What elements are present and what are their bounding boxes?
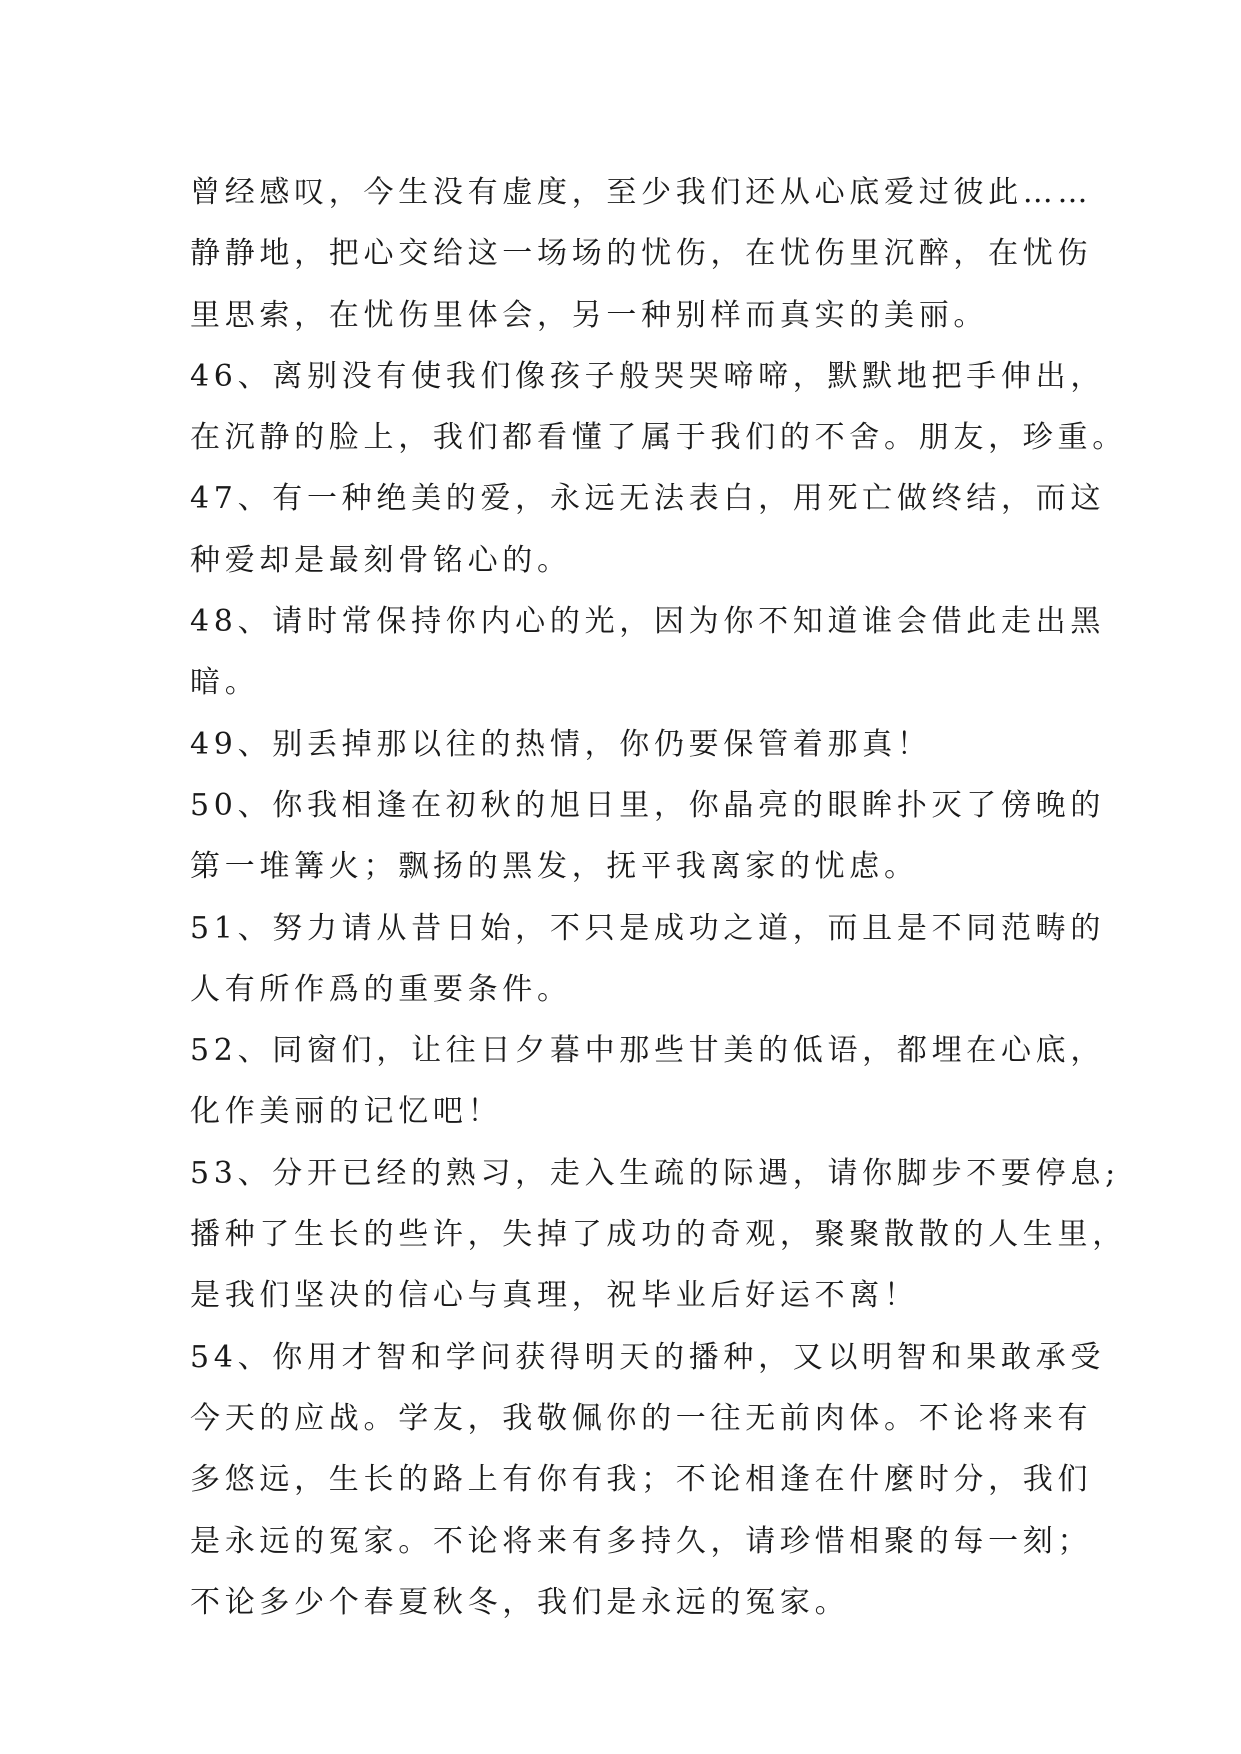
text-line: 52、同窗们，让往日夕暮中那些甘美的低语，都埋在心底，	[190, 1033, 1106, 1069]
text-line: 多悠远，生长的路上有你有我；不论相逢在什麼时分，我们	[190, 1462, 1093, 1498]
text-line: 人有所作爲的重要条件。	[190, 971, 572, 1007]
text-line: 播种了生长的些许，失掉了成功的奇观，聚聚散散的人生里，	[190, 1217, 1127, 1253]
document-body	[190, 162, 1127, 1633]
text-line: 不论多少个春夏秋冬，我们是永远的冤家。	[190, 1584, 850, 1620]
text-line: 46、离别没有使我们像孩子般哭哭啼啼，默默地把手伸出，	[190, 358, 1106, 394]
text-line: 48、请时常保持你内心的光，因为你不知道谁会借此走出黑	[190, 604, 1106, 640]
text-line: 47、有一种绝美的爱，永远无法表白，用死亡做终结，而这	[190, 481, 1106, 517]
text-line: 在沉静的脸上，我们都看懂了属于我们的不舍。朋友，珍重。	[190, 420, 1127, 456]
text-line: 是永远的冤家。不论将来有多持久，请珍惜相聚的每一刻；	[190, 1523, 1093, 1559]
text-line: 今天的应战。学友，我敬佩你的一往无前肉体。不论将来有	[190, 1400, 1093, 1436]
text-line: 53、分开已经的熟习，走入生疏的际遇，请你脚步不要停息;	[190, 1155, 1120, 1191]
text-line: 51、努力请从昔日始，不只是成功之道，而且是不同范畴的	[190, 910, 1106, 946]
text-line: 是我们坚决的信心与真理，祝毕业后好运不离！	[190, 1278, 919, 1314]
text-line: 暗。	[190, 665, 260, 701]
text-line: 曾经感叹，今生没有虚度，至少我们还从心底爱过彼此……	[190, 175, 1093, 210]
text-line: 化作美丽的记忆吧！	[190, 1094, 503, 1130]
text-line: 49、别丢掉那以往的热情，你仍要保管着那真！	[190, 726, 932, 762]
text-line: 静静地，把心交给这一场场的忧伤，在忧伤里沉醉，在忧伤	[190, 236, 1093, 272]
text-line: 第一堆篝火；飘扬的黑发，抚平我离家的忧虑。	[190, 849, 919, 885]
text-line: 里思索，在忧伤里体会，另一种别样而真实的美丽。	[190, 297, 989, 333]
text-line: 54、你用才智和学问获得明天的播种，又以明智和果敢承受	[190, 1339, 1106, 1375]
text-line: 种爱却是最刻骨铭心的。	[190, 542, 572, 578]
text-line: 50、你我相逢在初秋的旭日里，你晶亮的眼眸扑灭了傍晚的	[190, 787, 1106, 823]
